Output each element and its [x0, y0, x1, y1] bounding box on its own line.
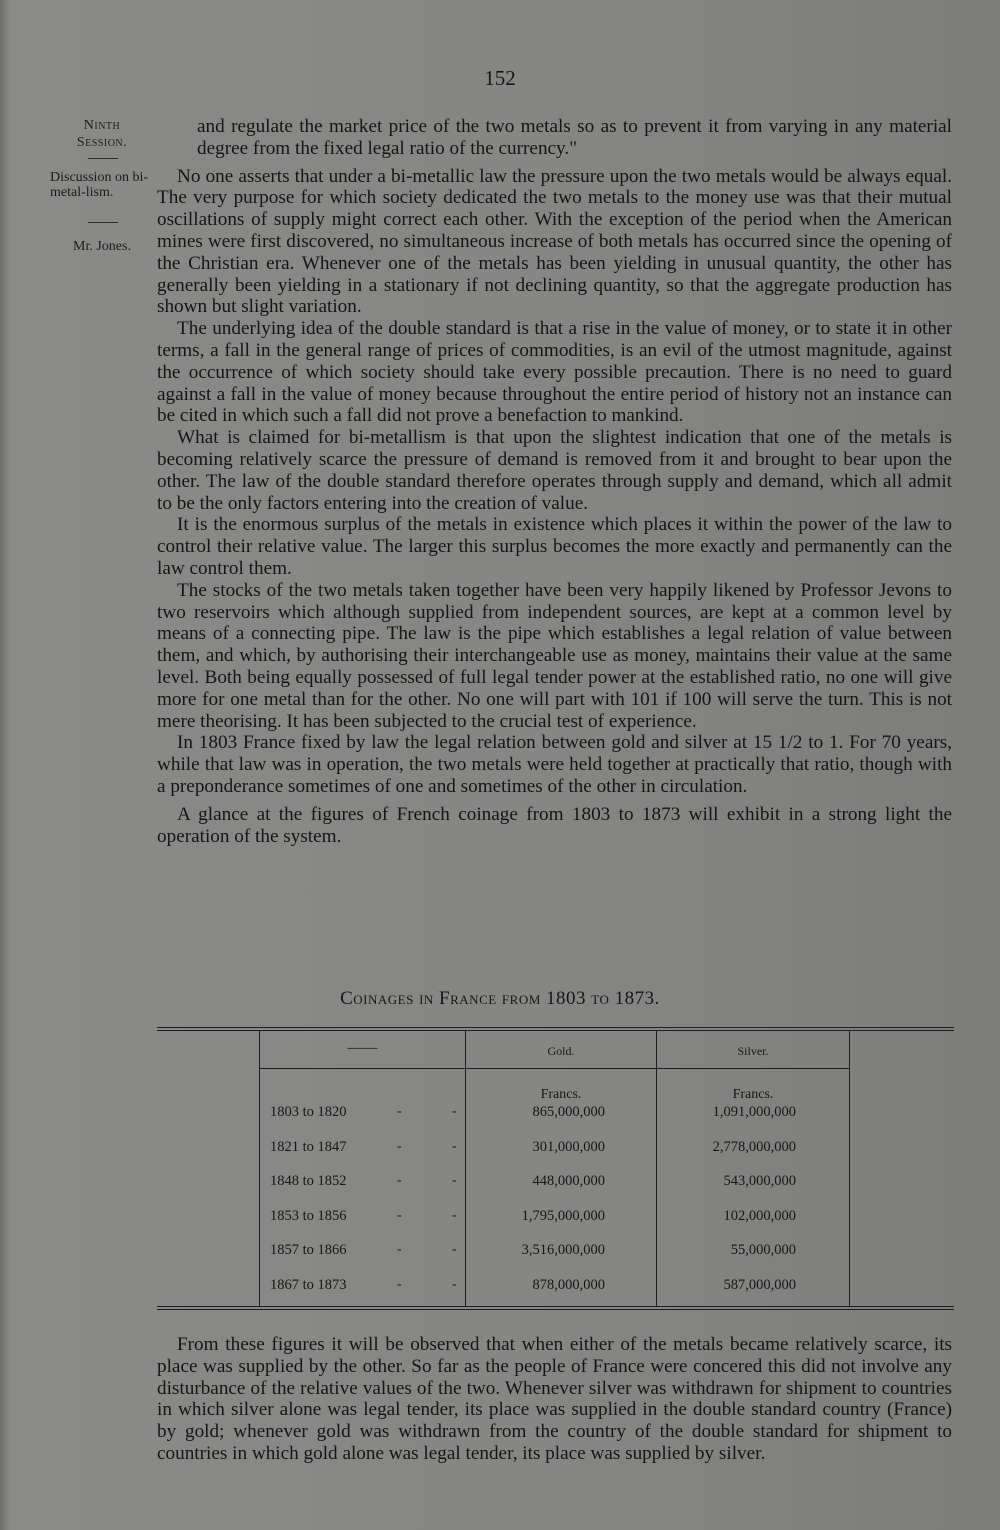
row-gold-value: 1,795,000,000	[521, 1207, 605, 1224]
header-rule	[260, 1068, 850, 1069]
margin-divider	[88, 158, 118, 159]
row-gold-value: 448,000,000	[532, 1173, 605, 1189]
paragraph: What is claimed for bi-metallism is that upon the slightest indication that one of the metals is becoming relatively scarce the pressure of demand is removed from it and brought to bear upon the other. The law of the double standard therefore operates through supply and demand, which all admit to be the only factors entering into the creation of value.	[157, 427, 952, 514]
paragraph: and regulate the market price of the two metals so as to prevent it from varying in any material degree from the fixed legal ratio of the currency."	[197, 116, 952, 159]
paragraph: A glance at the figures of French coinage from 1803 to 1873 will exhibit in a strong light the operation of the system.	[157, 803, 952, 847]
row-silver-value: 55,000,000	[730, 1242, 796, 1258]
margin-note-topic: Discussion on bi-metal-lism.	[50, 170, 148, 200]
row-gold-value: 865,000,000	[532, 1104, 605, 1120]
margin-note-speaker: Mr. Jones.	[73, 239, 131, 254]
unit-gold: Francs.	[540, 1087, 582, 1102]
row-dash: -	[397, 1207, 402, 1223]
row-dash: -	[397, 1138, 402, 1154]
row-period: 1821 to 1847	[270, 1138, 347, 1155]
table-bottom-rule	[157, 1309, 954, 1310]
row-period: 1853 to 1856	[270, 1207, 347, 1224]
header-corner: ——	[347, 1040, 378, 1056]
row-gold-value: 301,000,000	[532, 1138, 605, 1155]
column-rule	[656, 1030, 657, 1306]
row-dash: -	[397, 1104, 402, 1119]
row-dash: -	[397, 1173, 402, 1188]
row-dash: -	[452, 1242, 457, 1257]
row-silver-value: 2,778,000,000	[712, 1138, 796, 1155]
paragraph: In 1803 France fixed by law the legal relation between gold and silver at 15 1/2 to 1. For 70 years, while that law was in operation, the two metals were held together at practically that ratio, though with a preponderance sometimes of one and sometimes of the other in circulation.	[157, 732, 952, 797]
margin-divider	[88, 222, 118, 223]
column-rule	[849, 1030, 850, 1306]
paragraph: It is the enormous surplus of the metals in existence which places it within the power of the law to control their relative value. The larger this surplus becomes the more exactly and permanently can the law control them.	[157, 514, 952, 579]
row-period: 1803 to 1820	[270, 1104, 347, 1120]
row-gold-value: 878,000,000	[532, 1276, 605, 1293]
row-gold-value: 3,516,000,000	[521, 1242, 605, 1258]
row-dash: -	[452, 1173, 457, 1188]
column-rule	[259, 1030, 260, 1306]
row-dash: -	[452, 1104, 457, 1119]
table-bottom-rule	[157, 1306, 954, 1307]
column-rule	[465, 1030, 466, 1306]
paragraph: No one asserts that under a bi-metallic law the pressure upon the two metals would be always equal. The very purpose for which society dedicated the two metals to the money use was that their mutual oscillations of supply might correct each other. With the exception of the period when the American mines were first discovered, no simultaneous increase of both metals has occurred since the opening of the Christian era. Whenever one of the metals has been yielding in unusual quantity, the other has generally been yielding in a stationary if not declining quantity, so that the aggregate production has shown but slight variation.	[157, 165, 952, 318]
unit-silver: Francs.	[732, 1087, 774, 1102]
paragraph: The underlying idea of the double standard is that a rise in the value of money, or to state it in other terms, a fall in the general range of prices of commodities, is an evil of the utmost magnitude, against the occurrence of which society should take every possible precaution. There is no need to guard against a fall in the value of money because throughout the entire period of history not an instance can be cited in which such a fall did not prove a benefaction to mankind.	[157, 318, 952, 427]
row-dash: -	[397, 1276, 402, 1292]
page-number: 152	[484, 66, 516, 90]
row-dash: -	[397, 1242, 402, 1257]
row-period: 1848 to 1852	[270, 1173, 347, 1189]
header-silver: Silver.	[737, 1044, 769, 1058]
row-silver-value: 1,091,000,000	[712, 1104, 796, 1120]
row-dash: -	[452, 1138, 457, 1154]
paragraph: From these figures it will be observed that when either of the metals became relatively scarce, its place was supplied by the other. So far as the people of France were concered this did not involve any disturbance of the relative values of the two. Whenever silver was withdrawn for shipment to countries in which silver alone was legal tender, its place was supplied in the double standard country (France) by gold; whenever gold was withdrawn from the country of the double standard for shipment to countries in which gold alone was legal tender, its place was supplied by silver.	[157, 1334, 952, 1464]
margin-note-session-line2: Session.	[76, 135, 128, 150]
row-period: 1867 to 1873	[270, 1276, 347, 1293]
table-top-rule	[157, 1027, 954, 1028]
paragraph: The stocks of the two metals taken together have been very happily likened by Professor Jevons to two reservoirs which although supplied from independent sources, are kept at a common level by means of a connecting pipe. The law is the pipe which establishes a legal relation of value between them, and which, by authorising their interchangeable use as money, maintains their value at the same level. Both being equally possessed of full legal tender power at the established ratio, no one will give more for one metal than for the other. No one will part with 101 if 100 will serve the turn. This is not mere theorising. It has been subjected to the crucial test of experience.	[157, 579, 952, 732]
closing-text	[157, 1334, 952, 1465]
row-silver-value: 543,000,000	[723, 1173, 796, 1189]
row-period: 1857 to 1866	[270, 1242, 347, 1258]
main-text	[157, 116, 952, 847]
header-gold: Gold.	[547, 1044, 575, 1058]
table-title: Coinages in France from 1803 to 1873.	[340, 988, 660, 1009]
row-dash: -	[452, 1276, 457, 1292]
row-silver-value: 587,000,000	[723, 1276, 796, 1293]
table-top-rule	[157, 1030, 954, 1031]
row-silver-value: 102,000,000	[723, 1207, 796, 1224]
row-dash: -	[452, 1207, 457, 1223]
margin-note-session-line1: Ninth	[83, 118, 121, 133]
